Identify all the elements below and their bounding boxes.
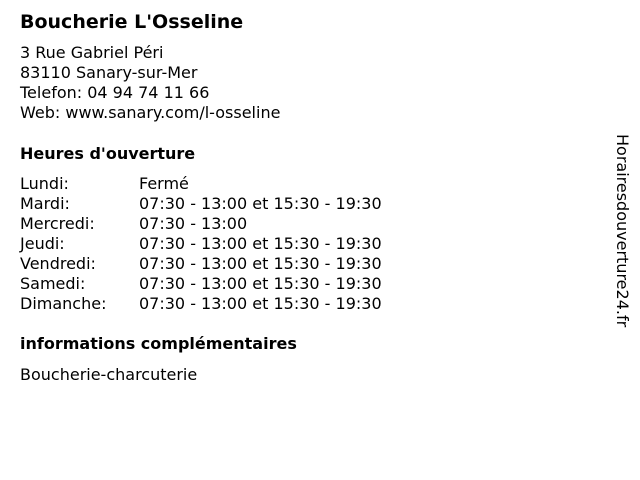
hours-row-mercredi (20, 214, 382, 234)
opening-hours-heading: Heures d'ouverture (20, 144, 196, 163)
address-block (20, 43, 280, 123)
time-value: 07:30 - 13:00 et 15:30 - 19:30 (139, 274, 382, 293)
time-value: 07:30 - 13:00 et 15:30 - 19:30 (139, 234, 382, 253)
time-value: 07:30 - 13:00 et 15:30 - 19:30 (139, 194, 382, 213)
hours-row-lundi (20, 174, 382, 194)
hours-row-vendredi (20, 254, 382, 274)
hours-row-jeudi (20, 234, 382, 254)
phone-number: Telefon: 04 94 74 11 66 (20, 83, 210, 102)
street-address: 3 Rue Gabriel Péri (20, 43, 164, 62)
city-postcode: 83110 Sanary-sur-Mer (20, 63, 198, 82)
time-value: 07:30 - 13:00 et 15:30 - 19:30 (139, 254, 382, 273)
site-watermark: Horairesdouverture24.fr (613, 134, 632, 328)
day-label: Mercredi: (20, 214, 95, 233)
website: Web: www.sanary.com/l-osseline (20, 103, 281, 122)
time-value: Fermé (139, 174, 189, 193)
time-value: 07:30 - 13:00 (139, 214, 248, 233)
day-label: Vendredi: (20, 254, 96, 273)
hours-row-dimanche (20, 294, 382, 314)
day-label: Mardi: (20, 194, 70, 213)
additional-info-text: Boucherie-charcuterie (20, 365, 198, 384)
opening-hours-table (20, 174, 382, 314)
day-label: Jeudi: (20, 234, 65, 253)
business-name: Boucherie L'Osseline (20, 11, 244, 33)
additional-info-heading: informations complémentaires (20, 334, 297, 353)
day-label: Samedi: (20, 274, 86, 293)
hours-row-mardi (20, 194, 382, 214)
day-label: Dimanche: (20, 294, 107, 313)
hours-row-samedi (20, 274, 382, 294)
day-label: Lundi: (20, 174, 69, 193)
time-value: 07:30 - 13:00 et 15:30 - 19:30 (139, 294, 382, 313)
